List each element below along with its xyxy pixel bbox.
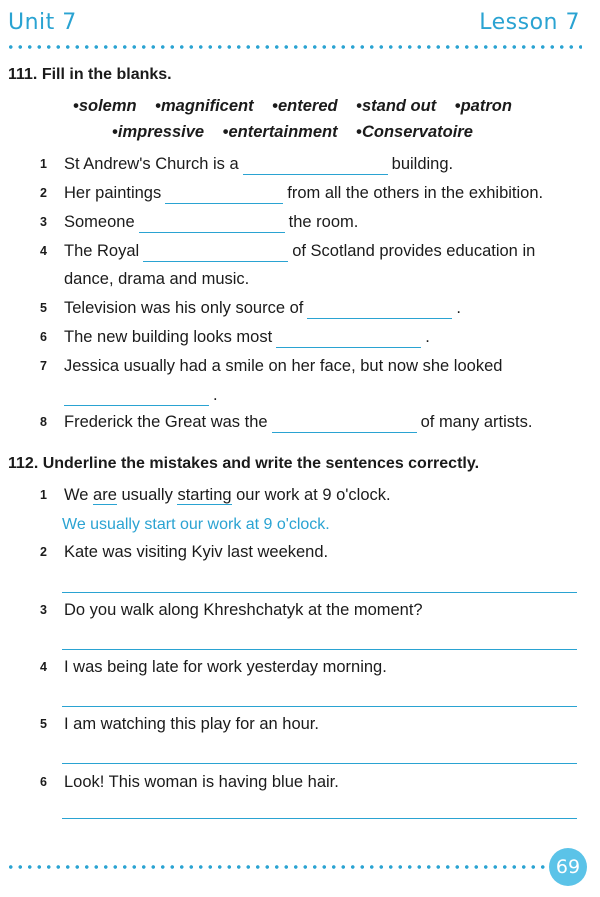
word-bank-item: • patron — [455, 97, 512, 115]
answer-line[interactable] — [62, 649, 577, 650]
underlined-mistake: are — [93, 486, 117, 504]
answer-line[interactable] — [62, 706, 577, 707]
word-bank-item: • solemn — [73, 97, 137, 115]
word-bank-item: • magnificent — [155, 97, 253, 115]
lesson-label: Lesson 7 — [479, 10, 580, 35]
word-bank-item: • entertainment — [223, 123, 338, 141]
word-bank-item: • impressive — [112, 123, 204, 141]
exercise-112-title: 112. Underline the mistakes and write the sentences correctly. — [8, 455, 480, 472]
fill-blank[interactable] — [243, 173, 388, 175]
item-number: 2 — [40, 186, 47, 200]
item-number: 5 — [40, 717, 47, 731]
bottom-dotted-divider — [6, 864, 550, 870]
answer-line[interactable] — [62, 818, 577, 819]
item-number: 6 — [40, 775, 47, 789]
item-number: 5 — [40, 301, 47, 315]
item-number: 3 — [40, 215, 47, 229]
example-answer: We usually start our work at 9 o'clock. — [62, 516, 330, 533]
underlined-mistake: starting — [177, 486, 232, 504]
word-bank-item: • entered — [272, 97, 337, 115]
word-bank-item: • Conservatoire — [356, 123, 473, 141]
fill-blank[interactable] — [64, 404, 209, 406]
answer-line[interactable] — [62, 592, 577, 593]
word-bank-row-2 — [20, 119, 565, 145]
item-number: 4 — [40, 244, 47, 258]
page-number-badge: 69 — [549, 848, 587, 886]
top-dotted-divider — [6, 44, 582, 50]
fill-blank[interactable] — [139, 231, 285, 233]
item-number: 4 — [40, 660, 47, 674]
item-number: 2 — [40, 545, 47, 559]
fill-blank[interactable] — [276, 346, 421, 348]
unit-label: Unit 7 — [8, 10, 77, 35]
answer-line[interactable] — [62, 763, 577, 764]
fill-blank[interactable] — [307, 317, 452, 319]
item-number: 1 — [40, 157, 47, 171]
fill-blank[interactable] — [143, 260, 288, 262]
fill-blank[interactable] — [272, 431, 417, 433]
item-number: 6 — [40, 330, 47, 344]
fill-blank[interactable] — [165, 202, 283, 204]
item-number: 3 — [40, 603, 47, 617]
item-number: 8 — [40, 415, 47, 429]
exercise-111-title: 111. Fill in the blanks. — [8, 66, 172, 83]
item-number: 1 — [40, 488, 47, 502]
item-number: 7 — [40, 359, 47, 373]
word-bank-row-1 — [20, 93, 565, 119]
word-bank-item: • stand out — [356, 97, 436, 115]
